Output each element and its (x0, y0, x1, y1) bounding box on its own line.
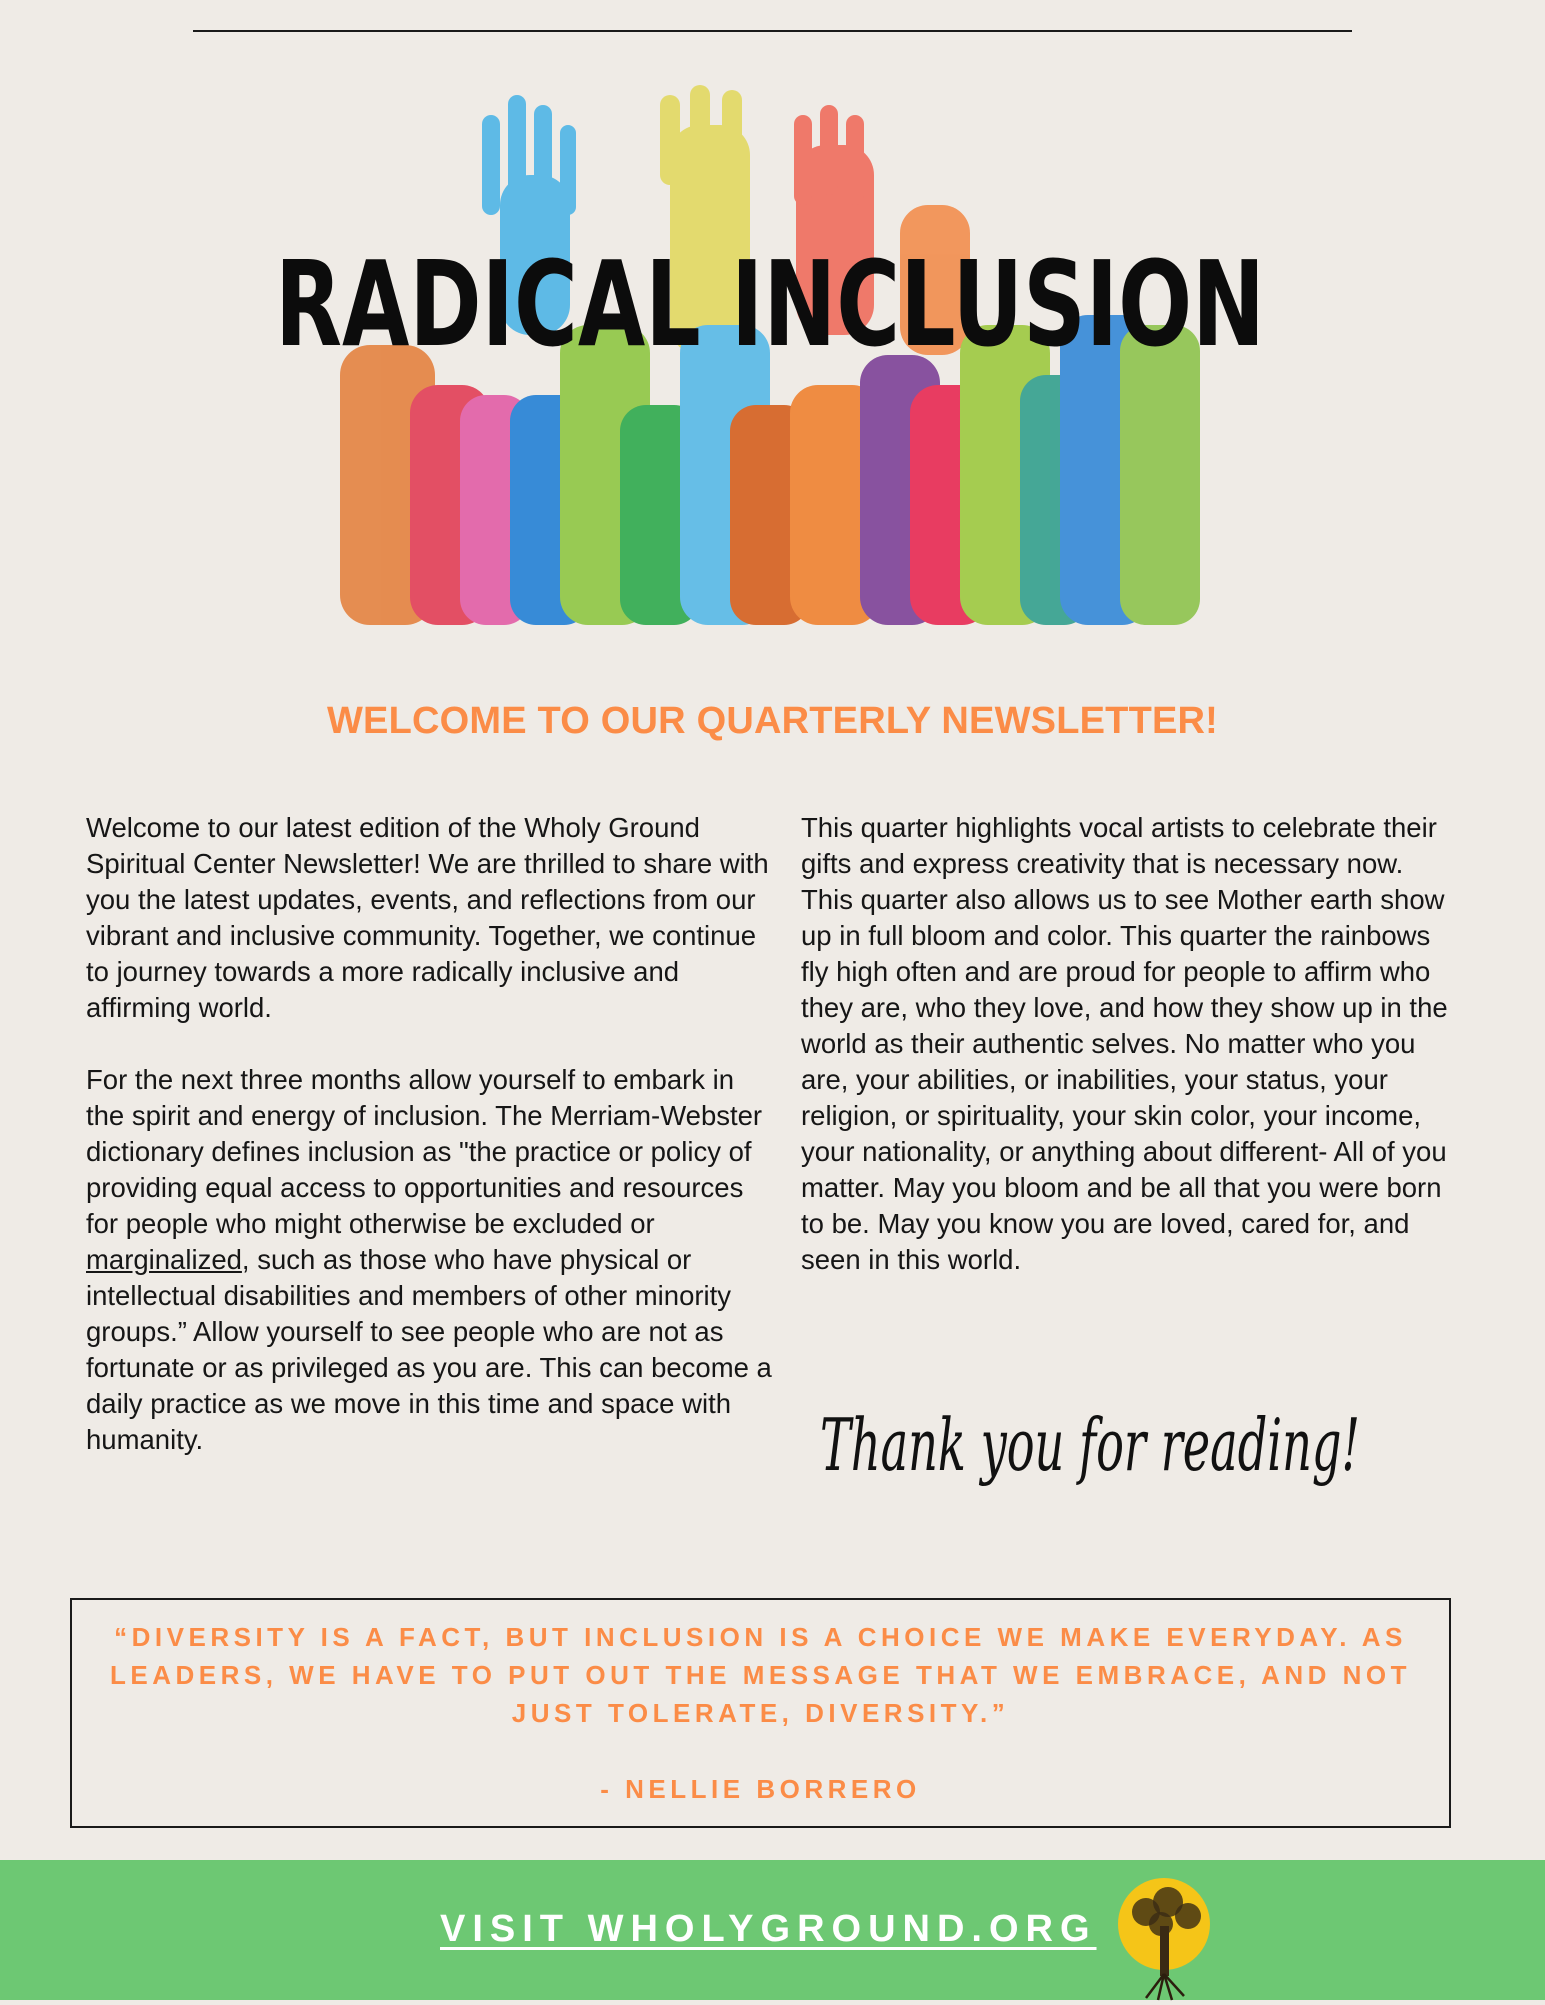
marginalized-link[interactable]: marginalized (86, 1244, 242, 1275)
visit-website-link[interactable]: VISIT WHOLYGROUND.ORG (440, 1908, 1097, 1950)
right-column (801, 810, 1461, 1314)
signature (800, 1370, 1400, 1540)
tree-logo-icon (1106, 1874, 1226, 2000)
left-column (86, 810, 776, 1494)
hero-title: RADICAL INCLUSION (275, 235, 1265, 373)
footer (0, 1860, 1545, 2000)
signature-text: Thank you for reading! (820, 1403, 1360, 1487)
top-rule (193, 30, 1352, 32)
welcome-heading: WELCOME TO OUR QUARTERLY NEWSLETTER! (326, 700, 1219, 742)
right-paragraph-1: This quarter highlights vocal artists to celebrate their gifts and express creativity that is necessary now. This quarter also allows us to see Mother earth show up in full bloom and color. This quarter the rainbows fly high often and are proud for people to affirm who they are, who they love, and how they show up in the world as their authentic selves. No matter who you are, your abilities, or inabilities, your status, your religion, or spirituality, your skin color, your income, your nationality, or anything about different- All of you matter. May you bloom and be all that you were born to be. May you know you are loved, cared for, and seen in this world. (801, 812, 1448, 1275)
left-paragraph-2: For the next three months allow yourself to embark in the spirit and energy of inclusion. The Merriam-Webster dictionary defines inclusion as "the practice or policy of providing equal access to opportunities and resources for people who might otherwise be excluded or marginalized, such as those who have physical or intellectual disabilities and members of other minority groups.” Allow yourself to see people who are not as fortunate or as privileged as you are. This can become a daily practice as we move in this time and space with humanity. (86, 1064, 772, 1455)
quote-text: “DIVERSITY IS A FACT, BUT INCLUSION IS A CHOICE WE MAKE EVERYDAY. AS LEADERS, WE HAVE TO PUT OUT THE MESSAGE THAT WE EMBRACE, AND NOT JUST TOLERATE, DIVERSITY.” (109, 1622, 1412, 1728)
quote-author: - NELLIE BORRERO (600, 1774, 921, 1804)
left-paragraph-1: Welcome to our latest edition of the Wholy Ground Spiritual Center Newsletter! We are thrilled to share with you the latest updates, events, and reflections from our vibrant and inclusive community. Together, we continue to journey towards a more radically inclusive and affirming world. (86, 812, 769, 1023)
hero-image (260, 95, 1280, 625)
quote-box (70, 1598, 1451, 1828)
